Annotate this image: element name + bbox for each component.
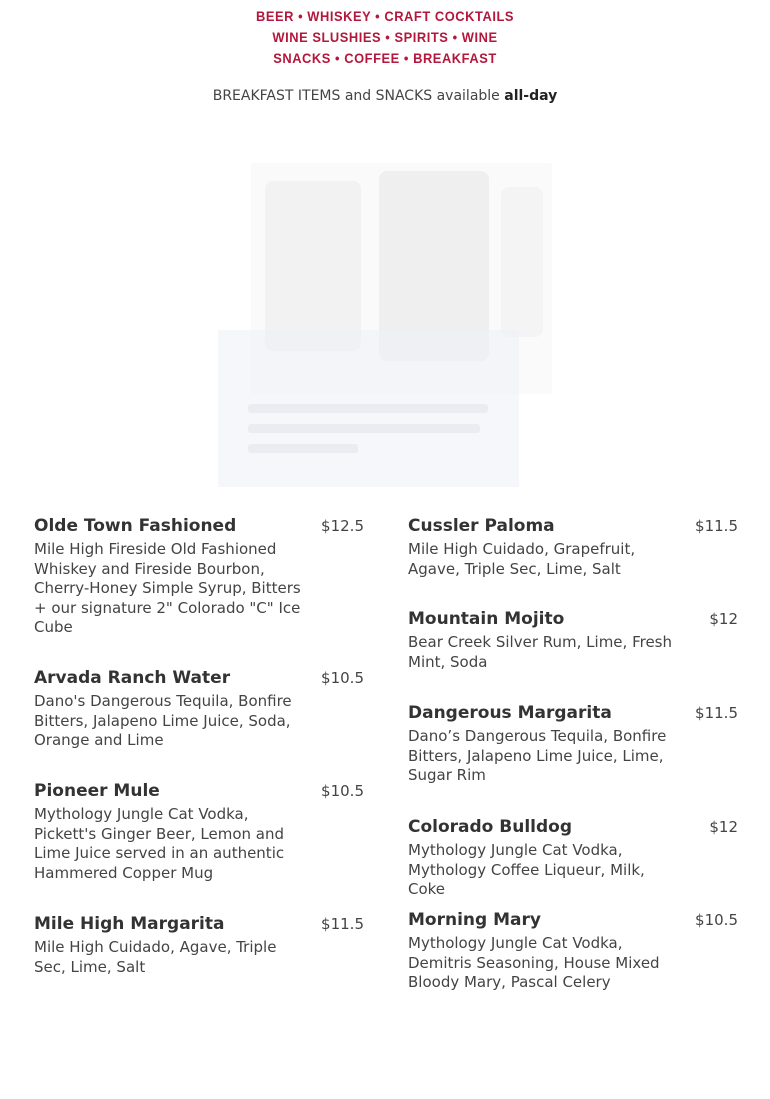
menu-item-price: $12.5 [321,517,364,535]
menu-item-description: Mile High Cuidado, Agave, Triple Sec, Lime, Salt [34,938,277,976]
menu-item-price: $10.5 [695,911,738,929]
menu-item-price: $12 [709,610,738,628]
menu-item-description: Mythology Jungle Cat Vodka, Mythology Coffee Liqueur, Milk, Coke [408,841,645,899]
menu-item-name: Mile High Margarita [34,914,225,934]
menu-item-price: $11.5 [695,704,738,722]
tagline-line-3: SNACKS • COFFEE • BREAKFAST [273,50,497,66]
menu-item [34,781,364,891]
availability-prefix: BREAKFAST ITEMS and SNACKS available [212,88,505,104]
menu-item-price: $12 [709,818,738,836]
menu-item-price: $11.5 [695,517,738,535]
menu-item [34,914,364,984]
menu-item-name: Pioneer Mule [34,781,160,801]
faded-caption-card [218,330,519,487]
menu-item-name: Arvada Ranch Water [34,668,231,688]
tagline-line-2: WINE SLUSHIES • SPIRITS • WINE [272,29,498,45]
menu-item [408,817,738,899]
menu-item-description: Mythology Jungle Cat Vodka, Pickett's Ginger Beer, Lemon and Lime Juice served in an authentic Hammered Copper Mug [34,805,285,882]
menu-item [408,516,738,586]
menu-item-name: Olde Town Fashioned [34,516,237,536]
menu-item-name: Colorado Bulldog [408,817,573,837]
faded-caption-line [248,444,358,453]
tagline-line-1: BEER • WHISKEY • CRAFT COCKTAILS [255,8,515,24]
menu-item-description: Dano’s Dangerous Tequila, Bonfire Bitters, Jalapeno Lime Juice, Lime, Sugar Rim [408,727,667,785]
menu-item [34,516,364,646]
faded-caption-line [248,424,480,433]
faded-caption-line [248,404,488,413]
menu-item-price: $10.5 [321,669,364,687]
menu-item-description: Mile High Cuidado, Grapefruit, Agave, Triple Sec, Lime, Salt [408,540,636,578]
menu-item [408,910,738,1000]
menu-item-price: $10.5 [321,782,364,800]
availability-note [0,88,770,104]
menu-item [408,703,738,793]
menu-item-description: Mile High Fireside Old Fashioned Whiskey and Fireside Bourbon, Cherry-Honey Simple Syrup, Bitters + our signature 2" Colorado "C" Ice Cube [34,540,301,637]
menu-item-description: Mythology Jungle Cat Vodka, Demitris Seasoning, House Mixed Bloody Mary, Pascal Celery [408,934,660,992]
menu-item-description: Dano's Dangerous Tequila, Bonfire Bitters, Jalapeno Lime Juice, Soda, Orange and Lime [34,692,292,750]
menu-item-price: $11.5 [321,915,364,933]
menu-item-description: Bear Creek Silver Rum, Lime, Fresh Mint, Soda [408,633,672,671]
menu-item-name: Morning Mary [408,910,541,930]
menu-item [34,668,364,758]
menu-item-name: Cussler Paloma [408,516,555,536]
availability-emphasis: all-day [504,88,558,104]
glass-shape [501,187,543,337]
menu-item-name: Mountain Mojito [408,609,565,629]
glass-shape [265,181,361,351]
menu-item [408,609,738,679]
menu-item-name: Dangerous Margarita [408,703,612,723]
